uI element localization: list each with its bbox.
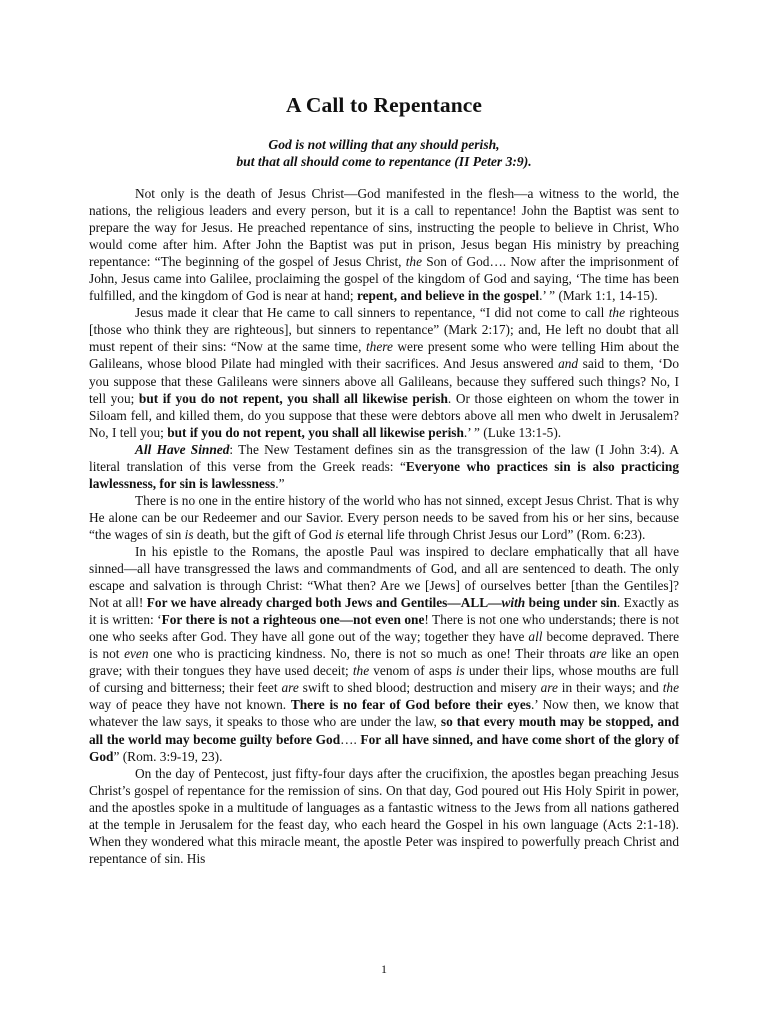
bold-text: There is no fear of God before their eyes — [290, 697, 531, 713]
text-segment: On the day of Pentecost, just fifty-four days after the crucifixion, the apostles began preaching Jesus Christ’s gospel of repentance for the remission of sins. On that day, God poured out His Holy Spirit in power, and the apostles spoke in a multitude of languages as a fantastic witness to the Jews from all nations gathered at the temple in Jerusalem for the feast day, who each heard the Gospel in his own language (Acts 2:1-18). When they wondered what this miracle meant, the apostle Peter was inspired to powerfully preach Christ and repentance of sin. His — [89, 765, 679, 866]
bold-text: but if you do not repent, you shall all likewise perish — [138, 390, 448, 406]
text-segment: under their lips, whose mouths are full of cursing and bitterness; their feet — [89, 663, 680, 696]
paragraph — [89, 304, 679, 440]
text-segment: …. — [340, 731, 361, 747]
paragraph — [89, 543, 679, 765]
text-segment: Son of God…. Now after the imprisonment of John, Jesus came into Galilee, proclaiming the gospel of the kingdom of God and saying, ‘The time has been fulfilled, and the kingdom of God is near at hand; — [89, 254, 679, 304]
text-segment: : The New Testament defines sin as the transgression of the law (I John 3:4). A literal translation of this verse from the Greek reads: “ — [89, 441, 680, 474]
text-segment: were present some who were telling Him about the Galileans, whose blood Pilate had mingled with their sacrifices. And Jesus answered — [89, 339, 679, 372]
bold-text: Everyone who practices sin is also practicing lawlessness, for sin is lawlessness — [89, 458, 679, 491]
text-segment: swift to shed blood; destruction and misery — [298, 680, 541, 696]
text-segment: Not only is the death of Jesus Christ—God manifested in the flesh—a witness to the world, the nations, the religious leaders and every person, but it is a call to repentance! John the Baptist was sent to prepare the way for Jesus. He preached repentance of sins, instructing the people to believe in Christ, Who would come after him. After John the Baptist was put in prison, Jesus began His ministry by preaching repentance: “The beginning of the gospel of Jesus Christ, — [89, 186, 679, 270]
paragraph — [89, 765, 679, 867]
italic-text: even — [124, 646, 149, 662]
text-segment: .’ Now then, we know that whatever the law says, it speaks to those who are under the law, — [89, 697, 679, 730]
text-segment: ” (Rom. 3:9-19, 23). — [113, 748, 223, 764]
text-segment: ! There is not one who understands; there is not one who seeks after God. They have all gone out of the way; together they have — [89, 612, 679, 645]
text-segment: There is no one in the entire history of the world who has not sinned, except Jesus Christ. That is why He alone can be our Redeemer and our Savior. Every person needs to be saved from his or her sins, because “the wages of sin — [89, 492, 679, 542]
bold-text: For there is not a righteous one—not even one — [161, 612, 425, 628]
italic-text: and — [558, 356, 579, 372]
epigraph — [0, 136, 768, 170]
text-segment: become depraved. There is not — [89, 629, 679, 662]
page-number: 1 — [381, 962, 387, 976]
text-segment: like an open grave; with their tongues they have used deceit; — [89, 646, 680, 679]
bold-text: repent, and believe in the gospel — [356, 288, 540, 304]
text-segment: venom of asps — [369, 663, 456, 679]
text-segment: . Or those eighteen on whom the tower in Siloam fell, and killed them, do you suppose that these were debtors above all men who dwelt in Jerusalem? No, I tell you; — [89, 390, 679, 440]
bold-text — [501, 595, 525, 610]
text-segment: . Exactly as it is written: ‘ — [89, 595, 679, 628]
italic-text: the — [405, 254, 423, 270]
epigraph-line-1: God is not willing that any should perish, — [268, 137, 500, 152]
text-segment: In his epistle to the Romans, the apostle Paul was inspired to declare emphatically that all have sinned—all have transgressed the laws and commandments of God, and all are sentenced to death. The only escape and salvation is through Christ: “What then? Are we [Jews] of ourselves better [than the Gentiles]? Not at all! — [89, 543, 679, 611]
epigraph-line-2: but that all should come to repentance (II Peter 3:9). — [236, 154, 532, 169]
text-segment: All Have Sinned — [135, 441, 230, 457]
text-segment: eternal life through Christ Jesus our Lord” (Rom. 6:23). — [343, 526, 646, 542]
text-segment: .’ ” (Mark 1:1, 14-15). — [539, 288, 658, 304]
italic-text: is — [335, 526, 344, 542]
italic-text: are — [281, 680, 299, 696]
text-segment: one who is practicing kindness. No, there is not so much as one! Their throats — [148, 646, 590, 662]
italic-text: the — [352, 663, 370, 679]
paragraph — [89, 492, 679, 543]
paragraph — [89, 441, 679, 492]
bold-text: For we have already charged both Jews and Gentiles—ALL— — [146, 595, 502, 611]
italic-text: is — [184, 526, 194, 542]
document-body — [89, 185, 679, 867]
italic-text: the — [608, 305, 626, 321]
bold-text: but if you do not repent, you shall all likewise perish — [167, 424, 464, 440]
bold-text: For all have sinned, and have come short of the glory of God — [89, 731, 680, 764]
document-title: A Call to Repentance — [285, 93, 483, 117]
italic-text: are — [589, 646, 607, 662]
text-segment: death, but the gift of God — [193, 526, 336, 542]
italic-text: are — [540, 680, 558, 696]
italic-text: the — [662, 680, 679, 696]
italic-text: all — [528, 629, 543, 645]
italic-text: there — [365, 339, 393, 355]
bold-text: being under sin — [525, 595, 617, 611]
text-segment: righteous [those who think they are righteous], but sinners to repentance” (Mark 2:17); and, He left no doubt that all must repent of their sins: “Now at the same time, — [89, 305, 680, 355]
text-segment: in their ways; and — [557, 680, 663, 696]
text-segment: Jesus made it clear that He came to call sinners to repentance, “I did not come to call — [135, 305, 609, 321]
bold-text: so that every mouth may be stopped, and all the world may become guilty before God — [89, 714, 680, 747]
text-segment: .” — [275, 475, 285, 491]
bold-text — [135, 442, 229, 457]
text-segment: with — [501, 595, 526, 611]
text-segment: said to them, ‘Do you suppose that these Galileans were sinners above all Galileans, because they suffered such things? No, I tell you; — [89, 356, 679, 406]
italic-text: is — [455, 663, 465, 679]
paragraph — [89, 185, 679, 304]
text-segment: .’ ” (Luke 13:1-5). — [463, 424, 562, 440]
text-segment: way of peace they have not known. — [89, 697, 291, 713]
